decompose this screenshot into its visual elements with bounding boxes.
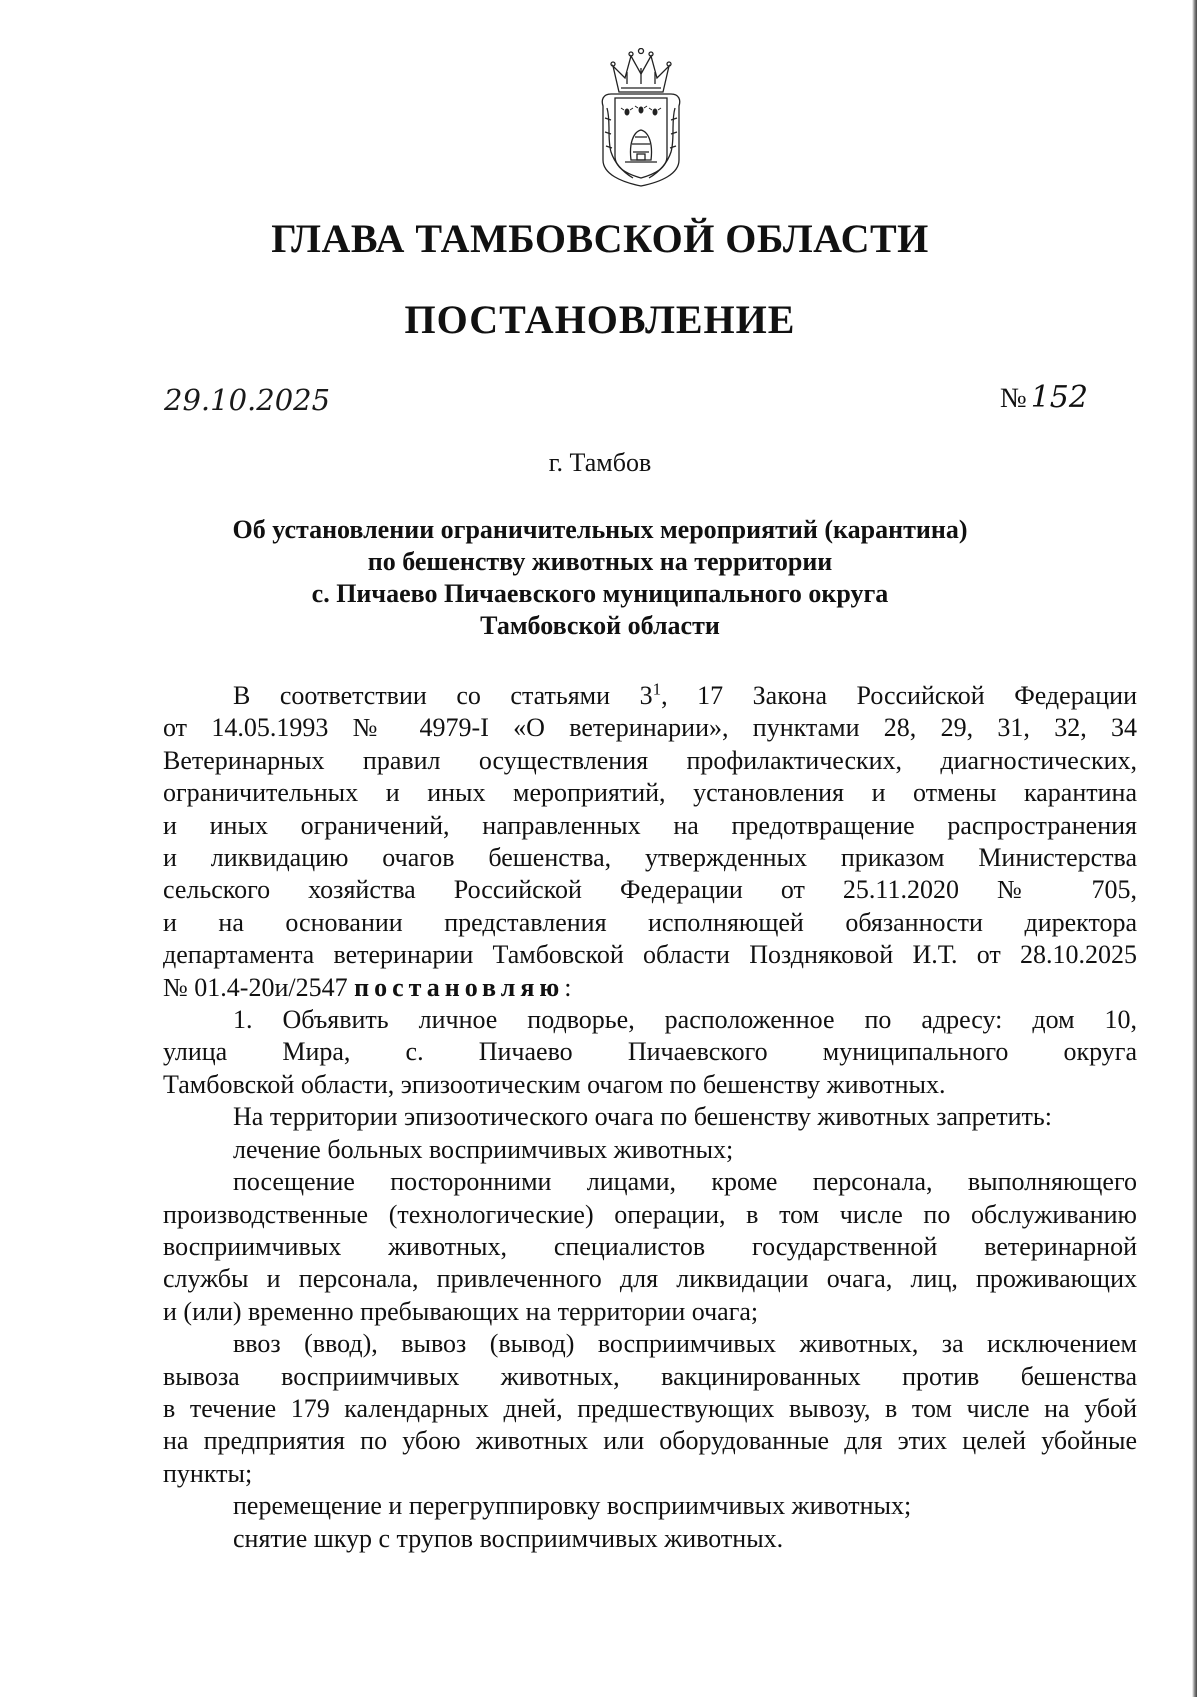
- title-line: с. Пичаево Пичаевского муниципального округа: [311, 579, 889, 608]
- number-sign: №: [1000, 383, 1027, 414]
- item-1-line: Тамбовской области, эпизоотическим очагом по бешенству животных.: [163, 1069, 946, 1099]
- ban-visits-paragraph: [163, 1166, 1137, 1328]
- prohibition-intro-line: На территории эпизоотического очага по бешенству животных запретить:: [233, 1102, 1052, 1132]
- preamble-line: Ветеринарных правил осуществления профилактических, диагностических,: [163, 745, 1137, 775]
- document-body: [163, 680, 1137, 1555]
- document-number-value: 152: [1030, 380, 1088, 415]
- resolution-keyword: постановляю: [354, 972, 565, 1002]
- preamble-line: ограничительных и иных мероприятий, установления и отмены карантина: [163, 778, 1137, 808]
- title-line: по бешенству животных на территории: [367, 547, 833, 576]
- document-title: [150, 514, 1050, 642]
- preamble-line: сельского хозяйства Российской Федерации от 25.11.2020 № 705,: [163, 875, 1137, 905]
- ban-movement-line: ввоз (ввод), вывоз (вывод) восприимчивых животных, за исключением: [233, 1329, 1137, 1359]
- preamble-text: :: [564, 972, 572, 1002]
- preamble-line: департамента ветеринарии Тамбовской области Поздняковой И.Т. от 28.10.2025: [163, 940, 1137, 970]
- ban-movement-line: на предприятия по убою животных или оборудованные для этих целей убойные: [163, 1426, 1137, 1456]
- item-1-paragraph: [163, 1004, 1137, 1101]
- preamble-line: и иных ограничений, направленных на предотвращение распространения: [163, 810, 1137, 840]
- preamble-text: , 17 Закона Российской Федерации: [661, 681, 1137, 710]
- ban-treatment-paragraph: [163, 1134, 1137, 1166]
- preamble-line: и на основании представления исполняющей обязанности директора: [163, 907, 1137, 937]
- article-superscript: 1: [652, 679, 662, 699]
- prohibition-intro: [163, 1101, 1137, 1133]
- place-of-issue: г. Тамбов: [548, 448, 652, 477]
- preamble-text: В соответствии со статьями 3: [233, 681, 653, 710]
- tambov-coat-of-arms-icon: [597, 48, 685, 190]
- preamble-paragraph: [163, 680, 1137, 1004]
- ban-visits-line: и (или) временно пребывающих на территории очага;: [163, 1296, 759, 1326]
- title-line: Об установлении ограничительных мероприятий (карантина): [232, 515, 968, 544]
- item-1-line: улица Мира, с. Пичаево Пичаевского муниципального округа: [163, 1037, 1137, 1067]
- ban-skinning-line: снятие шкур с трупов восприимчивых животных.: [233, 1523, 784, 1553]
- document-type-heading: ПОСТАНОВЛЕНИЕ: [404, 297, 796, 342]
- ban-visits-line: службы и персонала, привлеченного для ликвидации очага, лиц, проживающих: [163, 1264, 1137, 1294]
- ban-treatment-line: лечение больных восприимчивых животных;: [233, 1134, 734, 1164]
- document-number: [1000, 380, 1088, 417]
- ban-movement-line: в течение 179 календарных дней, предшествующих вывозу, в том числе на убой: [163, 1393, 1137, 1423]
- title-line: Тамбовской области: [480, 611, 720, 640]
- ban-visits-line: посещение посторонними лицами, кроме персонала, выполняющего: [233, 1167, 1137, 1197]
- ban-movement-line: пункты;: [163, 1458, 253, 1488]
- ban-skinning-paragraph: [163, 1523, 1137, 1555]
- ban-visits-line: восприимчивых животных, специалистов государственной ветеринарной: [163, 1231, 1137, 1261]
- issuing-authority: ГЛАВА ТАМБОВСКОЙ ОБЛАСТИ: [271, 216, 929, 261]
- ban-visits-line: производственные (технологические) операции, в том числе по обслуживанию: [163, 1199, 1137, 1229]
- ban-regroup-line: перемещение и перегруппировку восприимчивых животных;: [233, 1491, 912, 1521]
- preamble-line: [163, 972, 1137, 1004]
- ban-movement-paragraph: [163, 1328, 1137, 1490]
- preamble-line: от 14.05.1993 № 4979-I «О ветеринарии», пунктами 28, 29, 31, 32, 34: [163, 713, 1137, 743]
- preamble-line: и ликвидацию очагов бешенства, утвержденных приказом Министерства: [163, 843, 1137, 873]
- preamble-line: [163, 680, 1137, 712]
- ban-regroup-paragraph: [163, 1490, 1137, 1522]
- preamble-text: № 01.4-20и/2547: [163, 972, 355, 1002]
- ban-movement-line: вывоза восприимчивых животных, вакцинированных против бешенства: [163, 1361, 1137, 1391]
- document-date-handwritten: 29.10.2025: [164, 383, 331, 417]
- item-1-line: 1. Объявить личное подворье, расположенное по адресу: дом 10,: [233, 1005, 1137, 1035]
